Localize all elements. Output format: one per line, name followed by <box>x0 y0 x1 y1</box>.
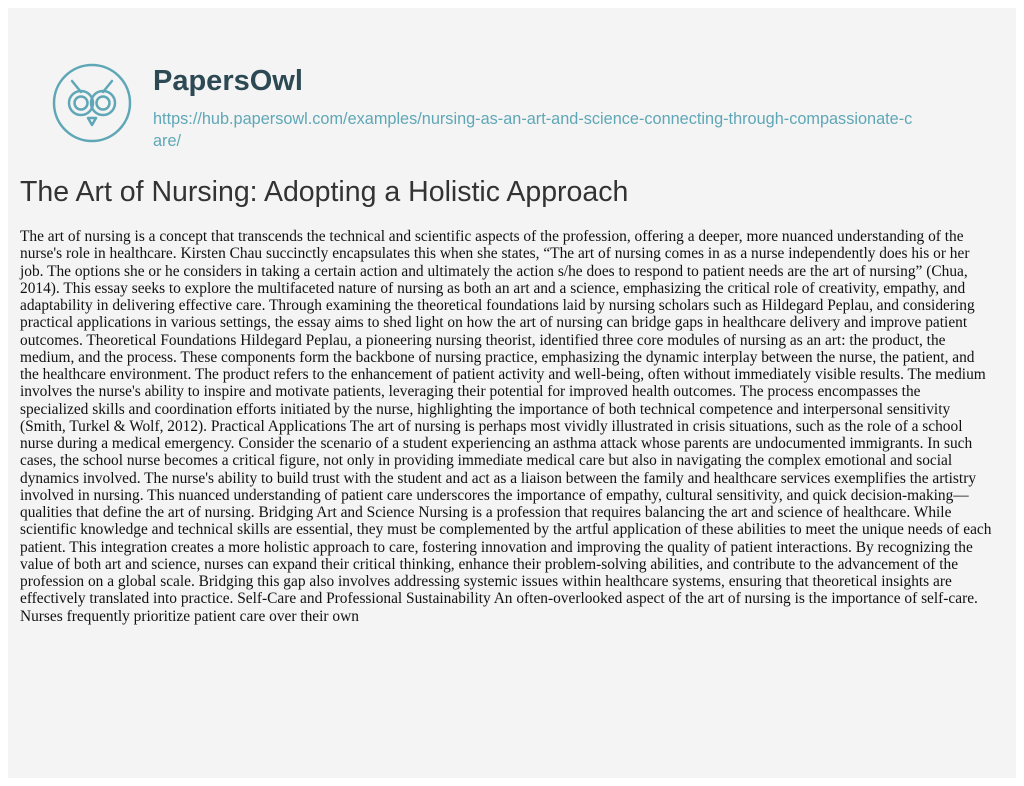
owl-logo-svg <box>52 63 132 143</box>
source-url-link[interactable]: https://hub.papersowl.com/examples/nursing-as-an-art-and-science-connecting-through-compassionate-care/ <box>153 110 913 150</box>
document-page <box>8 8 1016 778</box>
document-body: The art of nursing is a concept that transcends the technical and scientific aspects of the profession, offering a deeper, more nuanced understanding of the nurse's role in healthcare. Kirsten Chau succinctly encapsulates this when she states, “The art of nursing comes in as a nurse independently does his or her job. The options she or he considers in taking a certain action and ultimately the action s/he does to respond to patient needs are the art of nursing” (Chua, 2014). This essay seeks to explore the multifaceted nature of nursing as both an art and a science, emphasizing the critical role of creativity, empathy, and adaptability in delivering effective care. Through examining the theoretical foundations laid by nursing scholars such as Hildegard Peplau, and considering practical applications in various settings, the essay aims to shed light on how the art of nursing can bridge gaps in healthcare delivery and improve patient outcomes. Theoretical Foundations Hildegard Peplau, a pioneering nursing theorist, identified three core modules of nursing as an art: the product, the medium, and the process. These components form the backbone of nursing practice, emphasizing the dynamic interplay between the nurse, the patient, and the healthcare environment. The product refers to the enhancement of patient activity and well-being, often without immediately visible results. The medium involves the nurse's ability to inspire and motivate patients, leveraging their potential for improved health outcomes. The process encompasses the specialized skills and coordination efforts initiated by the nurse, highlighting the importance of both technical competence and interpersonal sensitivity (Smith, Turkel & Wolf, 2012). Practical Applications The art of nursing is perhaps most vividly illustrated in crisis situations, such as the role of a school nurse during a medical emergency. Consider the scenario of a student experiencing an asthma attack whose parents are undocumented immigrants. In such cases, the school nurse becomes a critical figure, not only in providing immediate medical care but also in navigating the complex emotional and social dynamics involved. The nurse's ability to build trust with the student and act as a liaison between the family and healthcare services exemplifies the artistry involved in nursing. This nuanced understanding of patient care underscores the importance of empathy, cultural sensitivity, and quick decision-making—qualities that define the art of nursing. Bridging Art and Science Nursing is a profession that requires balancing the art and science of healthcare. While scientific knowledge and technical skills are essential, they must be complemented by the artful application of these abilities to meet the unique needs of each patient. This integration creates a more holistic approach to care, fostering innovation and improving the quality of patient interactions. By recognizing the value of both art and science, nurses can expand their critical thinking, enhance their problem-solving abilities, and contribute to the advancement of the profession on a global scale. Bridging this gap also involves addressing systemic issues within healthcare systems, ensuring that theoretical insights are effectively translated into practice. Self-Care and Professional Sustainability An often-overlooked aspect of the art of nursing is the importance of self-care. Nurses frequently prioritize patient care over their own <box>20 228 992 625</box>
header <box>8 8 1016 166</box>
document-title: The Art of Nursing: Adopting a Holistic Approach <box>20 176 629 208</box>
owl-logo-icon <box>52 63 132 143</box>
brand-name: PapersOwl <box>153 65 303 97</box>
